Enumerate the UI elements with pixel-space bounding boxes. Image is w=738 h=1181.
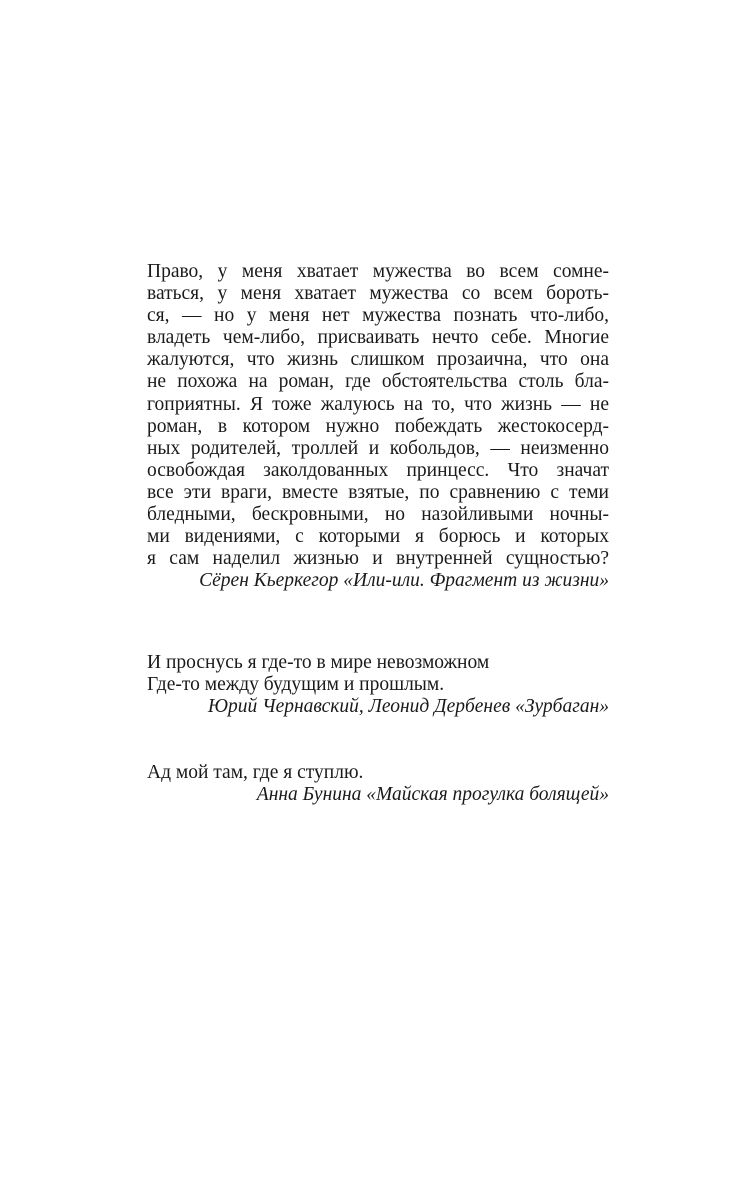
text-line: гоприятны. Я тоже жалуюсь на то, что жизнь — не — [147, 393, 609, 415]
text-line: ся, — но у меня нет мужества познать что-либо, — [147, 305, 609, 327]
epigraph-attribution: Анна Бунина «Майская прогулка болящей» — [256, 784, 609, 806]
text-line: освобождая заколдованных принцесс. Что значат — [147, 459, 609, 481]
text-line: я сам наделил жизнью и внутренней сущностью? — [147, 548, 609, 570]
text-line: все эти враги, вместе взятые, по сравнению с теми — [147, 481, 609, 503]
text-line: Где-то между будущим и прошлым. — [147, 674, 445, 696]
text-line: владеть чем-либо, присваивать нечто себе. Многие — [147, 327, 609, 349]
text-line: Ад мой там, где я ступлю. — [147, 762, 364, 783]
text-line: не похожа на роман, где обстоятельства столь бла- — [147, 371, 609, 393]
text-line: ваться, у меня хватает мужества со всем бороть- — [147, 283, 609, 305]
text-line: бледными, бескровными, но назойливыми ночны- — [147, 504, 609, 526]
text-line: ми видениями, с которыми я борюсь и которых — [147, 526, 609, 548]
epigraph-zurbagan — [147, 652, 609, 718]
text-line: Право, у меня хватает мужества во всем сомне- — [147, 261, 609, 282]
epigraph-kierkegaard — [147, 261, 609, 592]
text-line: жалуются, что жизнь слишком прозаична, что она — [147, 349, 609, 371]
epigraph-attribution: Сёрен Кьеркегор «Или-или. Фрагмент из жизни» — [199, 570, 609, 592]
epigraph-bunina — [147, 762, 609, 806]
text-line: роман, в котором нужно побеждать жестокосерд- — [147, 415, 609, 437]
text-line: И проснусь я где-то в мире невозможном — [147, 652, 490, 673]
epigraph-attribution: Юрий Чернавский, Леонид Дербенев «Зурбаган» — [207, 696, 609, 718]
text-line: ных родителей, троллей и кобольдов, — неизменно — [147, 437, 609, 459]
